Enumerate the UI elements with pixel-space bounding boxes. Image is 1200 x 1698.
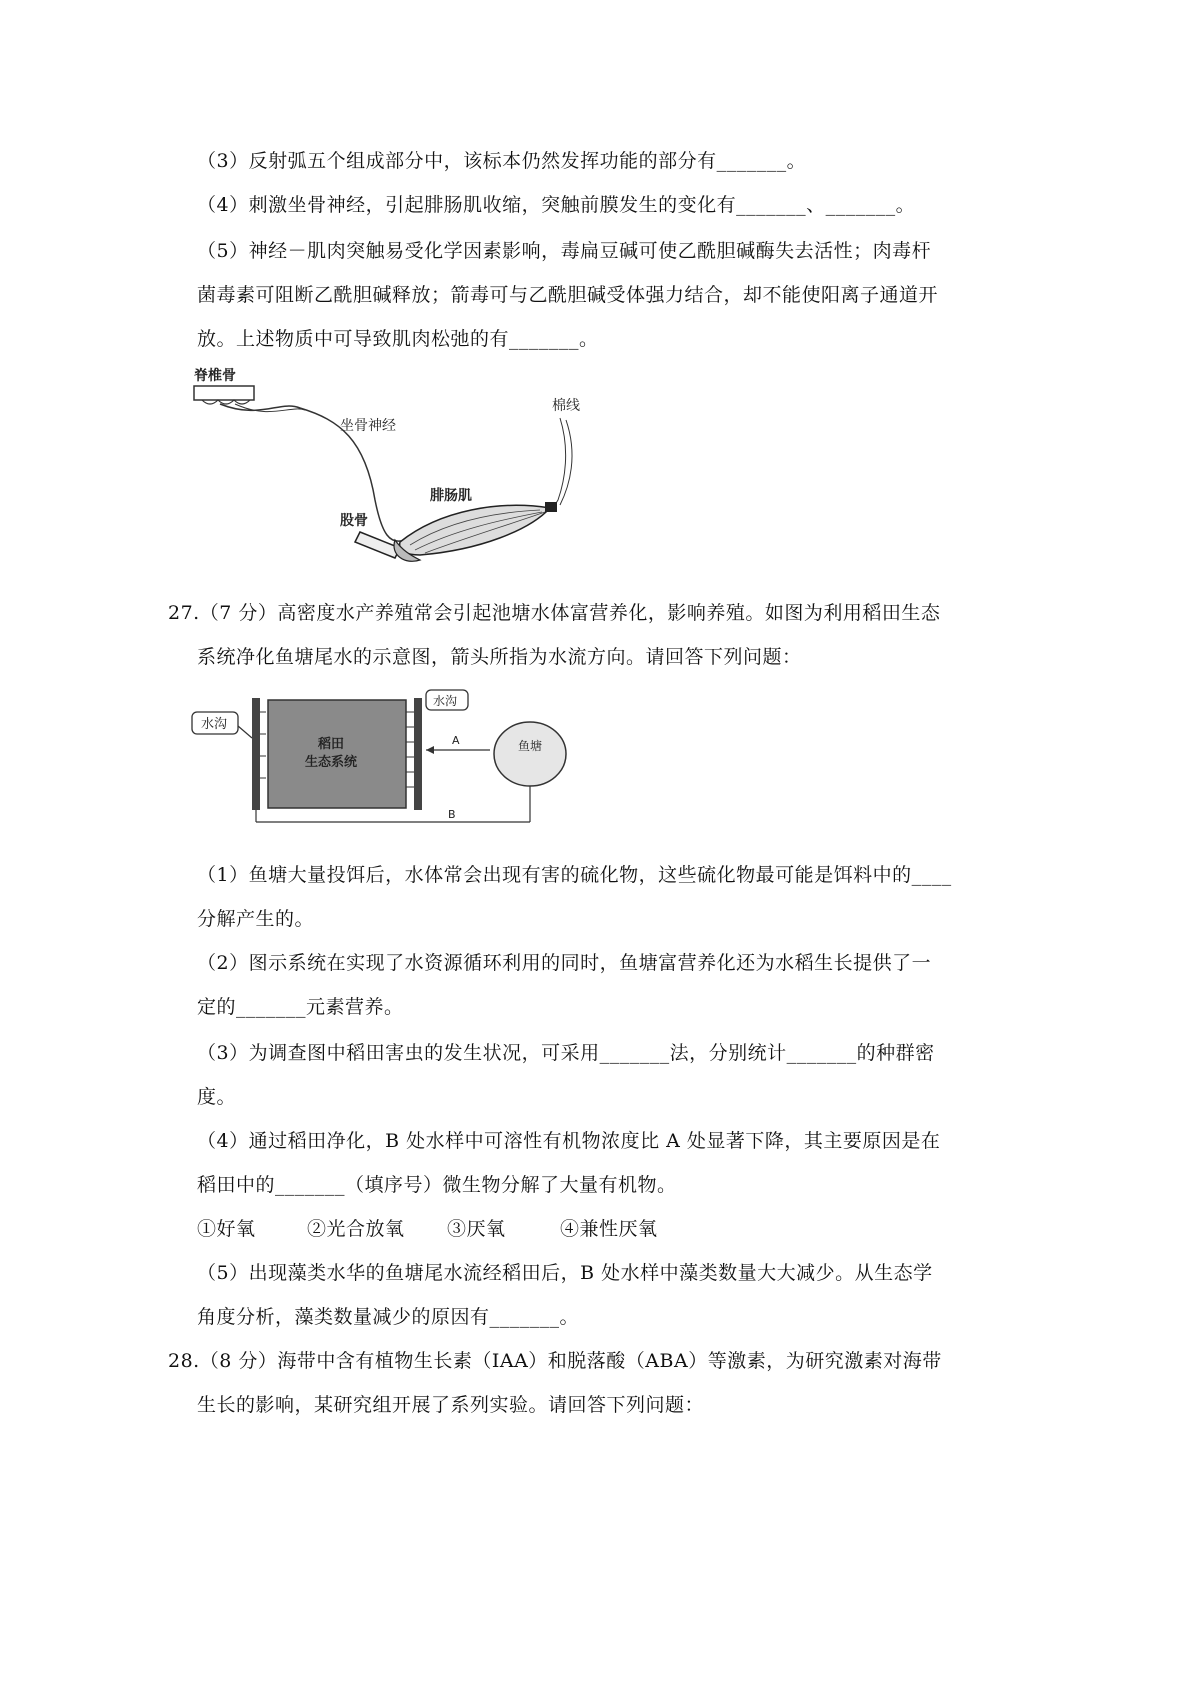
option-4: ④兼性厌氧 bbox=[560, 1218, 658, 1240]
right-wall bbox=[414, 698, 422, 810]
q27-part3-line1: （3）为调查图中稻田害虫的发生状况，可采用_______法，分别统计_______的种群密 bbox=[197, 1042, 935, 1064]
q27-part3-line2: 度。 bbox=[197, 1086, 237, 1108]
rice-field-purification-figure bbox=[190, 682, 570, 832]
q27-part2-line2: 定的_______元素营养。 bbox=[197, 996, 404, 1018]
q27-intro-line2: 系统净化鱼塘尾水的示意图，箭头所指为水流方向。请回答下列问题： bbox=[197, 646, 802, 668]
q27-part2-line1: （2）图示系统在实现了水资源循环利用的同时，鱼塘富营养化还为水稻生长提供了一 bbox=[197, 952, 932, 974]
q27-part1-line1: （1）鱼塘大量投饵后，水体常会出现有害的硫化物，这些硫化物最可能是饵料中的____ bbox=[197, 864, 952, 886]
label-pond: 鱼塘 bbox=[518, 739, 543, 753]
q27-part1-line2: 分解产生的。 bbox=[197, 908, 315, 930]
rice-field-area bbox=[268, 700, 406, 808]
label-field-1: 稻田 bbox=[318, 737, 345, 752]
left-wall bbox=[252, 698, 260, 810]
q27-intro-line1: 27.（7 分）高密度水产养殖常会引起池塘水体富营养化，影响养殖。如图为利用稻田生态 bbox=[168, 602, 941, 624]
label-field-2: 生态系统 bbox=[305, 755, 358, 770]
thread-line bbox=[548, 418, 566, 510]
spine-shape bbox=[194, 386, 254, 400]
label-ditch-left: 水沟 bbox=[201, 717, 228, 732]
fish-pond bbox=[494, 722, 566, 786]
q27-part4-line1: （4）通过稻田净化，B 处水样中可溶性有机物浓度比 A 处显著下降，其主要原因是在 bbox=[197, 1130, 941, 1152]
option-2: ②光合放氧 bbox=[307, 1218, 405, 1240]
label-gastrocnemius: 腓肠肌 bbox=[430, 488, 472, 504]
q26-part5-line3: 放。上述物质中可导致肌肉松弛的有_______。 bbox=[197, 328, 599, 350]
nerve-muscle-specimen-figure bbox=[190, 360, 610, 580]
label-ditch-right: 水沟 bbox=[433, 694, 458, 708]
femur-bone bbox=[355, 532, 400, 558]
q28-intro-line1: 28.（8 分）海带中含有植物生长素（IAA）和脱落酸（ABA）等激素，为研究激素对海带 bbox=[168, 1350, 942, 1372]
option-1: ①好氧 bbox=[197, 1218, 256, 1240]
label-b: B bbox=[448, 808, 456, 821]
q28-intro-line2: 生长的影响，某研究组开展了系列实验。请回答下列问题： bbox=[197, 1394, 705, 1416]
label-femur: 股骨 bbox=[340, 513, 368, 529]
label-sciatic-nerve: 坐骨神经 bbox=[340, 418, 396, 434]
label-a: A bbox=[452, 734, 460, 747]
q27-part5-line1: （5）出现藻类水华的鱼塘尾水流经稻田后，B 处水样中藻类数量大大减少。从生态学 bbox=[197, 1262, 933, 1284]
q26-part5-line1: （5）神经－肌肉突触易受化学因素影响，毒扁豆碱可使乙酰胆碱酶失去活性；肉毒杆 bbox=[197, 240, 932, 262]
label-spine: 脊椎骨 bbox=[194, 368, 236, 384]
q26-part5-line2: 菌毒素可阻断乙酰胆碱释放；箭毒可与乙酰胆碱受体强力结合，却不能使阳离子通道开 bbox=[197, 284, 939, 306]
q27-part4-line2: 稻田中的_______（填序号）微生物分解了大量有机物。 bbox=[197, 1174, 677, 1196]
q26-part4: （4）刺激坐骨神经，引起腓肠肌收缩，突触前膜发生的变化有_______、_______。 bbox=[197, 194, 916, 216]
option-3: ③厌氧 bbox=[447, 1218, 506, 1240]
gastrocnemius-muscle bbox=[400, 505, 550, 555]
q27-part5-line2: 角度分析，藻类数量减少的原因有_______。 bbox=[197, 1306, 580, 1328]
tendon-knot bbox=[545, 502, 557, 512]
label-thread: 棉线 bbox=[552, 398, 580, 414]
q26-part3: （3）反射弧五个组成部分中，该标本仍然发挥功能的部分有_______。 bbox=[197, 150, 807, 172]
